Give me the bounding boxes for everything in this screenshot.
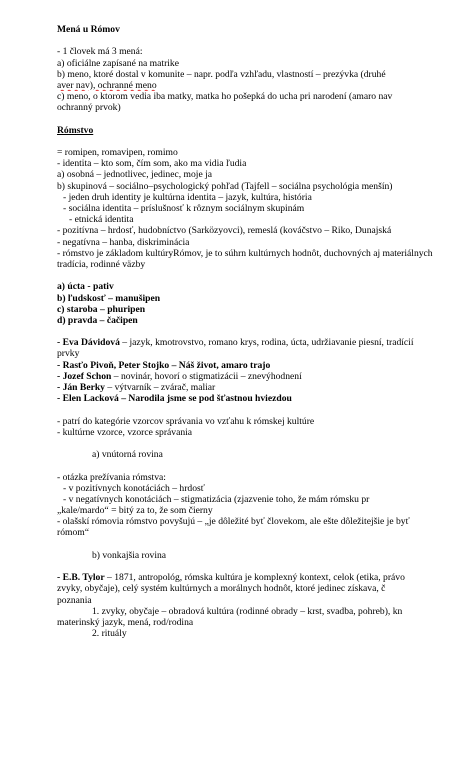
text-line: - sociálna identita – príslušnosť k rôznym sociálnym skupinám (63, 203, 305, 214)
value-item: b) ľudskosť – manušipen (57, 292, 161, 304)
text-line: „kale/mardo“ = bitý za to, že som čierny (57, 505, 213, 517)
section-title-romstvo: Rómstvo (57, 124, 94, 136)
person-line: - Elen Lacková – Narodila jsme se pod šťastnou hviezdou (57, 393, 292, 405)
text-line: tradícia, rodinné väzby (57, 258, 146, 270)
value-item: c) staroba – phuripen (57, 303, 146, 315)
text-line: - kultúrne vzorce, vzorce správania (57, 426, 193, 438)
value-item: a) úcta - pativ (57, 281, 114, 293)
document-page (57, 24, 459, 639)
text-line: - v negatívnych konotáciách – stigmatizácia (zjazvenie toho, že mám rómsku pr (63, 493, 370, 505)
text-line: b) skupinová – sociálno–psychologický pohľad (Tajfell – sociálna psychológia menšín) (57, 180, 393, 192)
text-line: - olašskí rómovia rómstvo povyšujú – „je dôležité byť človekom, ale ešte dôležitejšie je byť (57, 516, 410, 528)
text-line: b) meno, ktoré dostal v komunite – napr. podľa vzhľadu, vlastností – prezývka (druhé (57, 68, 386, 80)
text-line: - rómstvo je základom kultúryRómov, je to súhrn kultúrnych hodnôt, duchovných aj materiálnych (57, 247, 433, 259)
text-line: - pozitívna – hrdosť, hudobníctvo (Sarközyovci), remeslá (kováčstvo – Riko, Dunajská (57, 225, 392, 237)
numbered-item: 2. rituály (92, 628, 127, 640)
text-line: a) osobná – jednotlivec, jedinec, moje ja (57, 169, 213, 181)
subheading-inner: a) vnútorná rovina (92, 449, 163, 461)
text-line: rómom“ (57, 527, 89, 539)
text-line: zvyky, obyčaje), celý systém kultúrnych a morálnych hodnôt, ktoré jedinec získava, č (57, 583, 386, 595)
text-line: - etnická identita (69, 214, 134, 226)
text-line: - identita – kto som, čím som, ako ma vidia ľudia (57, 158, 247, 170)
text-line: a) oficiálne zapísané na matrike (57, 57, 179, 69)
value-item: d) pravda – čačipen (57, 314, 138, 326)
numbered-item: 1. zvyky, obyčaje – obradová kultúra (rodinné obrady – krst, svadba, pohreb), kn (92, 605, 403, 617)
text-line: - patrí do kategórie vzorcov správania vo vzťahu k rómskej kultúre (57, 415, 315, 427)
text-line: - v pozitívnych konotáciách – hrdosť (63, 482, 205, 494)
person-line: - Rasťo Pivoň, Peter Stojko – Náš život, amaro trajo (57, 359, 271, 371)
text-line: poznania (57, 594, 92, 606)
person-line: - Eva Dávidová – jazyk, kmotrovstvo, romano krys, rodina, úcta, udržiavanie piesní, tradícií (57, 337, 414, 349)
spellcheck-word: aver nav), ochranné meno (57, 79, 157, 91)
text-line: - jeden druh identity je kultúrna identita – jazyk, kultúra, história (63, 191, 312, 203)
text-line: ochranný prvok) (57, 102, 121, 114)
person-line: - Ján Berky – výtvarník – zvárač, maliar (57, 382, 216, 393)
text-line (57, 80, 459, 91)
person-line: - E.B. Tylor – 1871, antropológ, rómska kultúra je komplexný kontext, celok (etika, právo (57, 572, 405, 584)
section-title-names: Mená u Rómov (57, 24, 120, 35)
text-line: - 1 človek má 3 mená: (57, 46, 143, 58)
text-line: c) meno, o ktorom vedia iba matky, matka ho pošepká do ucha pri narodení (amaro nav (57, 91, 393, 103)
text-line: prvky (57, 348, 80, 360)
person-line: - Jozef Schon – novinár, hovorí o stigmatizácii – znevýhodnení (57, 370, 302, 382)
text-line: = romipen, romavipen, romimo (57, 147, 178, 159)
text-line: - negatívna – hanba, diskriminácia (57, 236, 190, 248)
subheading-outer: b) vonkajšia rovina (92, 549, 167, 561)
text-line: - otázka prežívania rómstva: (57, 471, 166, 483)
text-line: materinský jazyk, mená, rod/rodina (57, 616, 194, 628)
